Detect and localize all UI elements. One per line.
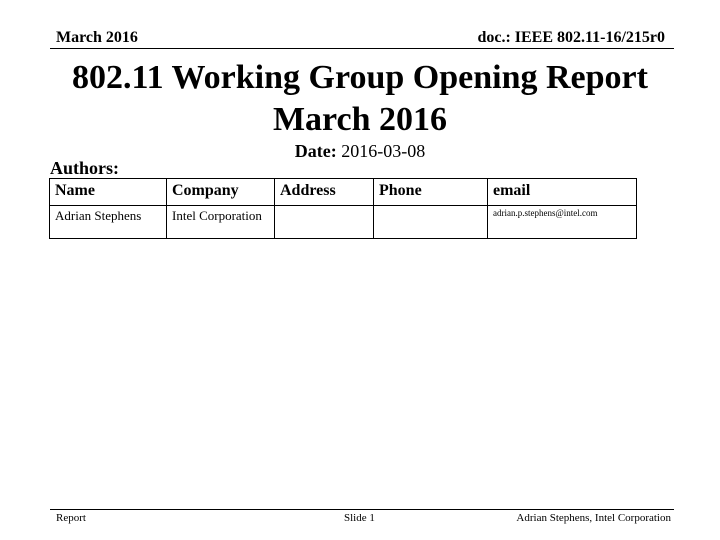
footer-left: Report [56, 512, 86, 524]
footer-author: Adrian Stephens, Intel Corporation [516, 512, 671, 524]
column-header-name: Name [50, 179, 167, 206]
header-divider [50, 48, 674, 49]
author-address-cell [275, 206, 374, 239]
column-header-address: Address [275, 179, 374, 206]
authors-label: Authors: [50, 158, 120, 178]
slide-title [40, 57, 680, 141]
slide-number: Slide 1 [344, 512, 375, 524]
slide-title-line1: 802.11 Working Group Opening Report [72, 59, 648, 96]
slide-title-line2: March 2016 [272, 101, 448, 138]
column-header-email: email [488, 179, 637, 206]
author-email-cell: adrian.p.stephens@intel.com [488, 206, 637, 239]
table-row [50, 206, 637, 239]
author-company-cell: Intel Corporation [167, 206, 275, 239]
footer-divider [50, 509, 674, 510]
column-header-phone: Phone [374, 179, 488, 206]
header-date: March 2016 [56, 29, 138, 46]
author-phone-cell [374, 206, 488, 239]
table-header-row [50, 179, 637, 206]
header-doc-id: doc.: IEEE 802.11-16/215r0 [477, 29, 665, 46]
column-header-company: Company [167, 179, 275, 206]
author-name-cell: Adrian Stephens [50, 206, 167, 239]
authors-table [49, 178, 637, 239]
date-label: Date: [294, 141, 337, 161]
date-value: 2016-03-08 [341, 141, 426, 161]
